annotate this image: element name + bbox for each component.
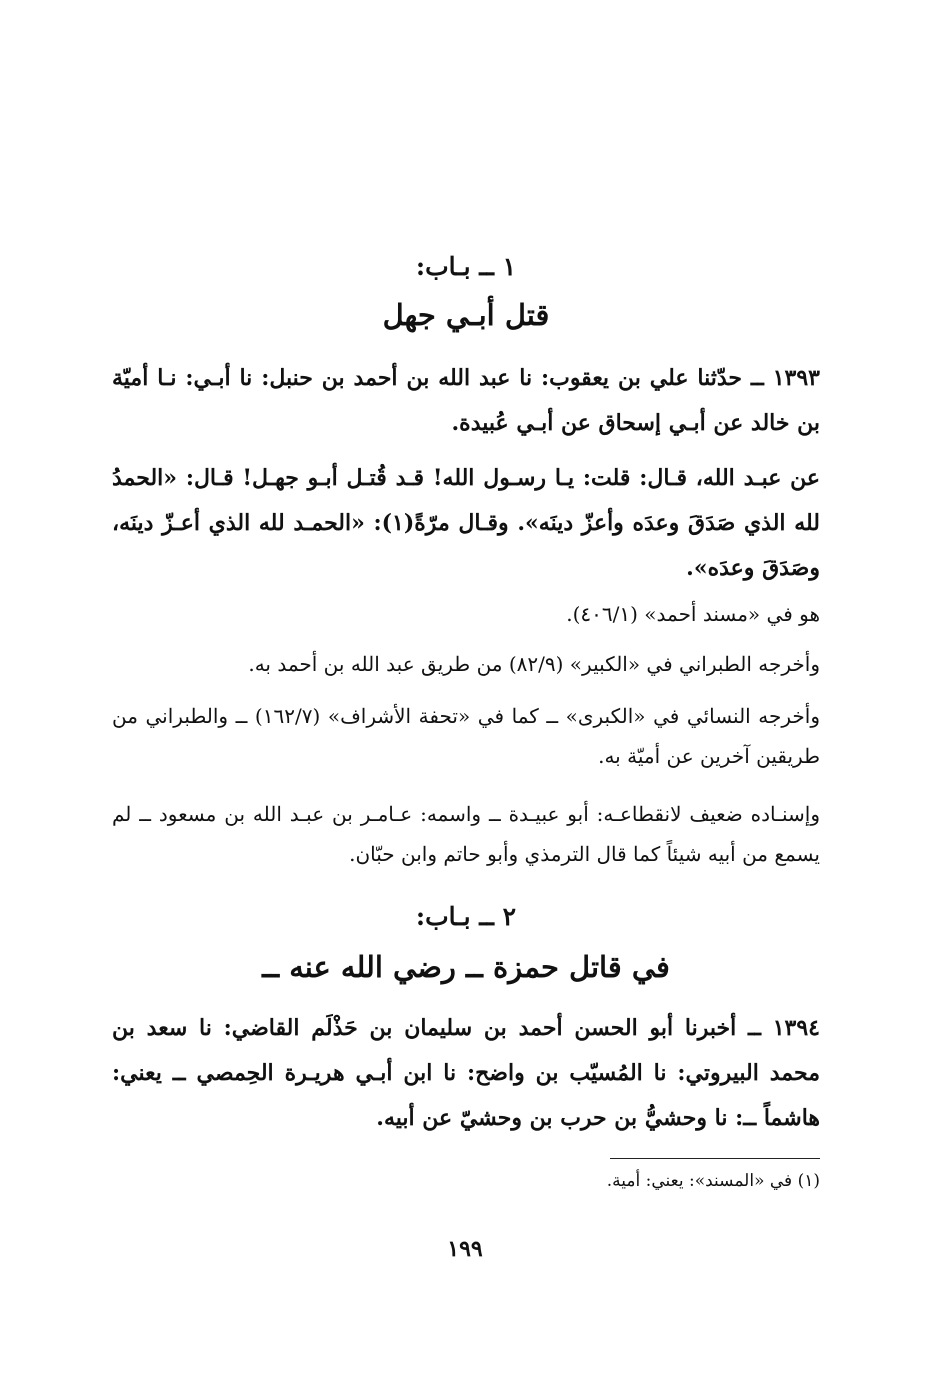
takhrij-line-3: وأخرجه النسائي في «الكبرى» ــ كما في «تحفة الأشراف» (١٦٢/٧) ــ والطبراني من طريقين آخرين عن أميّة به. (112, 704, 821, 768)
chapter-1-label: ١ ــ بـاب: (415, 252, 517, 281)
takhrij-line-2: وأخرجه الطبراني في «الكبير» (٨٢/٩) من طريق عبد الله بن أحمد به. (248, 652, 820, 676)
takhrij-line-4: وإسنـاده ضعيف لانقطاعـه: أبو عبيـدة ــ واسمه: عـامـر بن عبـد الله بن مسعود ــ لم يسمع من أبيه شيئاً كما قال الترمذي وأبو حاتم وابن حبّان. (112, 802, 820, 866)
hadith-1393-matn: عن عبـد الله، قـال: قلت: يـا رسـول الله! قـد قُتـل أبـو جهـل! قـال: «الحمدُ لله الذي صَدَقَ وعدَه وأعزّ دينَه». وقـال مرّةً(١): «الحمـد لله الذي أعـزّ دينَه، وصَدَقَ وعدَه». (112, 465, 821, 581)
hadith-1394-isnad: ١٣٩٤ ــ أخبرنا أبو الحسن أحمد بن سليمان بن حَذْلَم القاضي: نا سعد بن محمد البيروتي: نا المُسيّب بن واضح: نا ابن أبـي هريـرة الحِمصي ــ يعني: هاشماً ــ: نا وحشيُّ بن حرب بن وحشيّ عن أبيه. (112, 1015, 820, 1131)
page-number: ١٩٩ (447, 1236, 483, 1262)
footnote: (١) في «المسند»: يعني: أمية. (606, 1171, 820, 1191)
takhrij-line-1: هو في «مسند أحمد» (٤٠٦/١). (566, 602, 820, 626)
chapter-1-title: قتل أبـي جهل (382, 298, 550, 332)
chapter-2-label: ٢ ــ بـاب: (415, 902, 517, 931)
hadith-1393-isnad: ١٣٩٣ ــ حدّثنا علي بن يعقوب: نا عبد الله بن أحمد بن حنبل: نا أبـي: نـا أميّة بن خالد عن أبـي إسحاق عن أبـي عُبيدة. (112, 365, 820, 436)
chapter-2-title: في قاتل حمزة ــ رضي الله عنه ــ (262, 950, 670, 984)
footnote-separator (610, 1158, 820, 1159)
